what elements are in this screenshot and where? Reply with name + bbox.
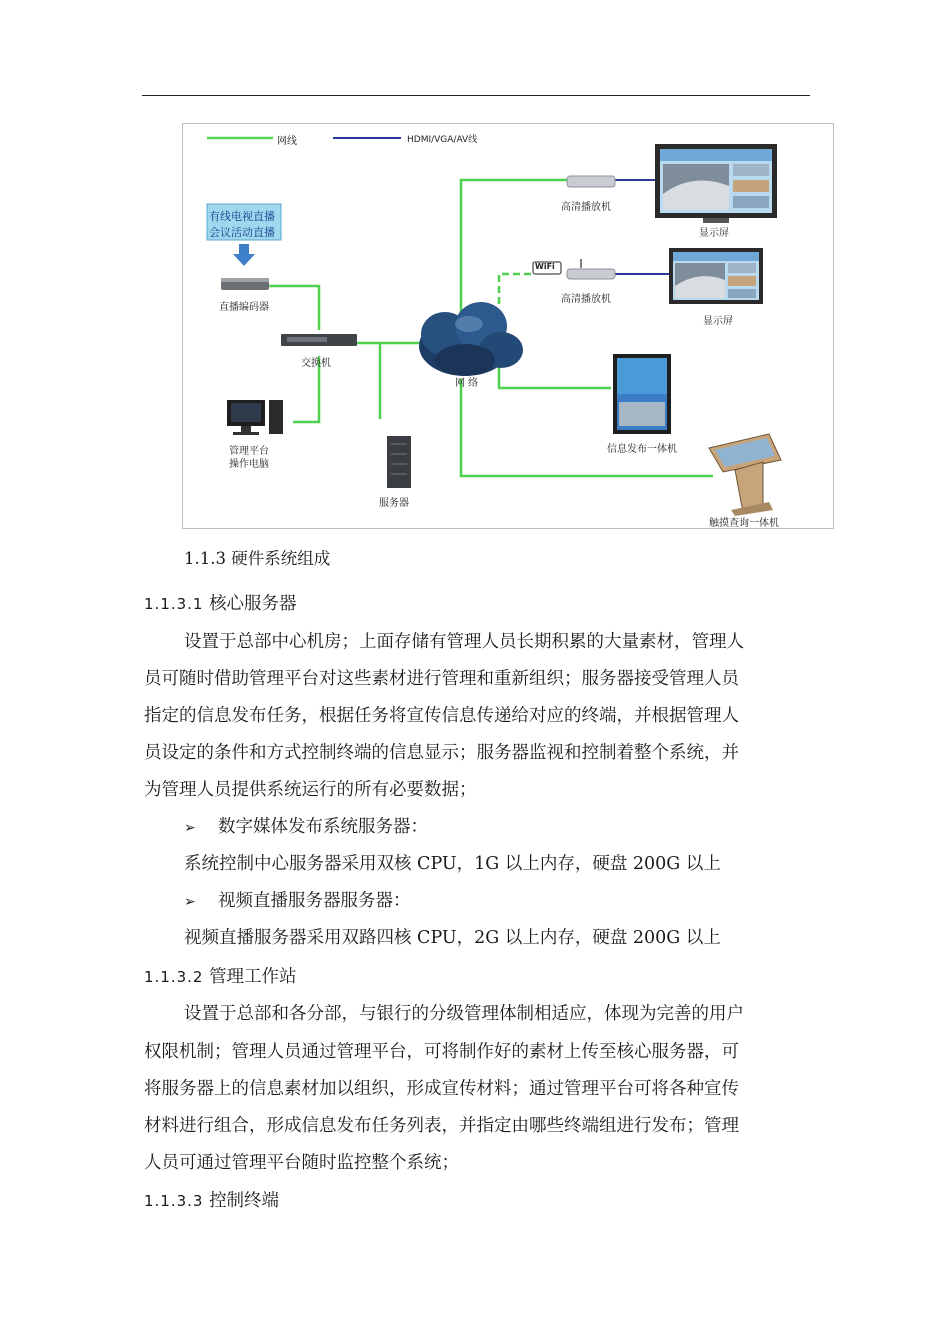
player1-label: 高清播放机 bbox=[561, 202, 611, 213]
live-source-line1: 有线电视直播 bbox=[209, 210, 275, 223]
bullet-detail: 视频直播服务器采用双路四核 CPU，2G 以上内存，硬盘 200G 以上 bbox=[184, 928, 721, 948]
kiosk-label: 信息发布一体机 bbox=[607, 444, 677, 455]
figure-caption: 1.1.3 硬件系统组成 bbox=[184, 549, 331, 568]
heading-title: 控制终端 bbox=[209, 1191, 280, 1211]
paragraph-line: 设置于总部和各分部，与银行的分级管理体制相适应，体现为完善的用户 bbox=[184, 1004, 744, 1024]
wifi-label: WiFi bbox=[535, 262, 555, 271]
network-cloud-icon bbox=[419, 302, 523, 376]
paragraph-line: 员可随时借助管理平台对这些素材进行管理和重新组织；服务器接受管理人员 bbox=[144, 669, 739, 689]
legend-hdmi-label: HDMI/VGA/AV线 bbox=[407, 135, 478, 145]
live-source-line2: 会议活动直播 bbox=[209, 226, 275, 239]
heading-1-1-3-2 bbox=[144, 959, 297, 996]
paragraph-line: 将服务器上的信息素材加以组织，形成宣传材料；通过管理平台可将各种宣传 bbox=[144, 1079, 739, 1099]
touch-terminal-icon bbox=[709, 434, 781, 516]
bullet-item-live-server bbox=[184, 883, 411, 921]
paragraph-line: 设置于总部中心机房；上面存储有管理人员长期积累的大量素材，管理人 bbox=[184, 632, 744, 652]
heading-number: 1.1.3.2 bbox=[144, 968, 204, 986]
heading-1-1-3-3 bbox=[144, 1183, 279, 1220]
bullet-item-media-server bbox=[184, 809, 428, 847]
bullet-detail: 系统控制中心服务器采用双核 CPU，1G 以上内存，硬盘 200G 以上 bbox=[184, 854, 721, 874]
header-rule bbox=[142, 95, 810, 96]
touch-terminal-label: 触摸查询一体机 bbox=[709, 518, 779, 529]
heading-number: 1.1.3.1 bbox=[144, 595, 204, 613]
link-wifi-dashed bbox=[499, 274, 533, 304]
heading-number: 1.1.3.3 bbox=[144, 1192, 204, 1210]
server-label: 服务器 bbox=[379, 498, 409, 509]
heading-title: 核心服务器 bbox=[209, 594, 297, 614]
link-network-player1 bbox=[461, 180, 567, 317]
player1-device-icon bbox=[567, 176, 615, 187]
down-arrow-icon bbox=[233, 244, 255, 266]
screen1-label: 显示屏 bbox=[699, 228, 729, 239]
mgmt-pc-label-line2: 操作电脑 bbox=[229, 459, 269, 470]
screen2-label: 显示屏 bbox=[703, 316, 733, 327]
player2-device-icon bbox=[567, 269, 615, 279]
mgmt-pc-label-line1: 管理平台 bbox=[229, 446, 269, 457]
bullet-label: 视频直播服务器服务器： bbox=[218, 891, 411, 911]
network-diagram bbox=[182, 123, 834, 529]
encoder-label: 直播编码器 bbox=[219, 302, 269, 313]
paragraph-line: 人员可通过管理平台随时监控整个系统； bbox=[144, 1153, 459, 1173]
player2-label: 高清播放机 bbox=[561, 294, 611, 305]
link-network-touch bbox=[461, 379, 713, 476]
paragraph-line: 材料进行组合，形成信息发布任务列表，并指定由哪些终端组进行发布；管理 bbox=[144, 1116, 739, 1136]
paragraph-line: 员设定的条件和方式控制终端的信息显示；服务器监视和控制着整个系统，并 bbox=[144, 743, 739, 763]
heading-title: 管理工作站 bbox=[209, 967, 297, 987]
bullet-label: 数字媒体发布系统服务器： bbox=[218, 817, 428, 837]
paragraph-line: 指定的信息发布任务，根据任务将宣传信息传递给对应的终端，并根据管理人 bbox=[144, 706, 739, 726]
legend-net-label: 网线 bbox=[277, 136, 297, 147]
switch-label: 交换机 bbox=[301, 358, 331, 369]
pc-tower-icon bbox=[269, 400, 283, 434]
heading-1-1-3-1 bbox=[144, 586, 297, 623]
network-label: 网 络 bbox=[455, 378, 479, 389]
diagram-graphics bbox=[183, 124, 833, 528]
bullet-arrow-icon: ➢ bbox=[184, 820, 196, 836]
paragraph-line: 为管理人员提供系统运行的所有必要数据； bbox=[144, 780, 477, 800]
paragraph-line: 权限机制；管理人员通过管理平台，可将制作好的素材上传至核心服务器，可 bbox=[144, 1042, 739, 1062]
bullet-arrow-icon: ➢ bbox=[184, 894, 196, 910]
